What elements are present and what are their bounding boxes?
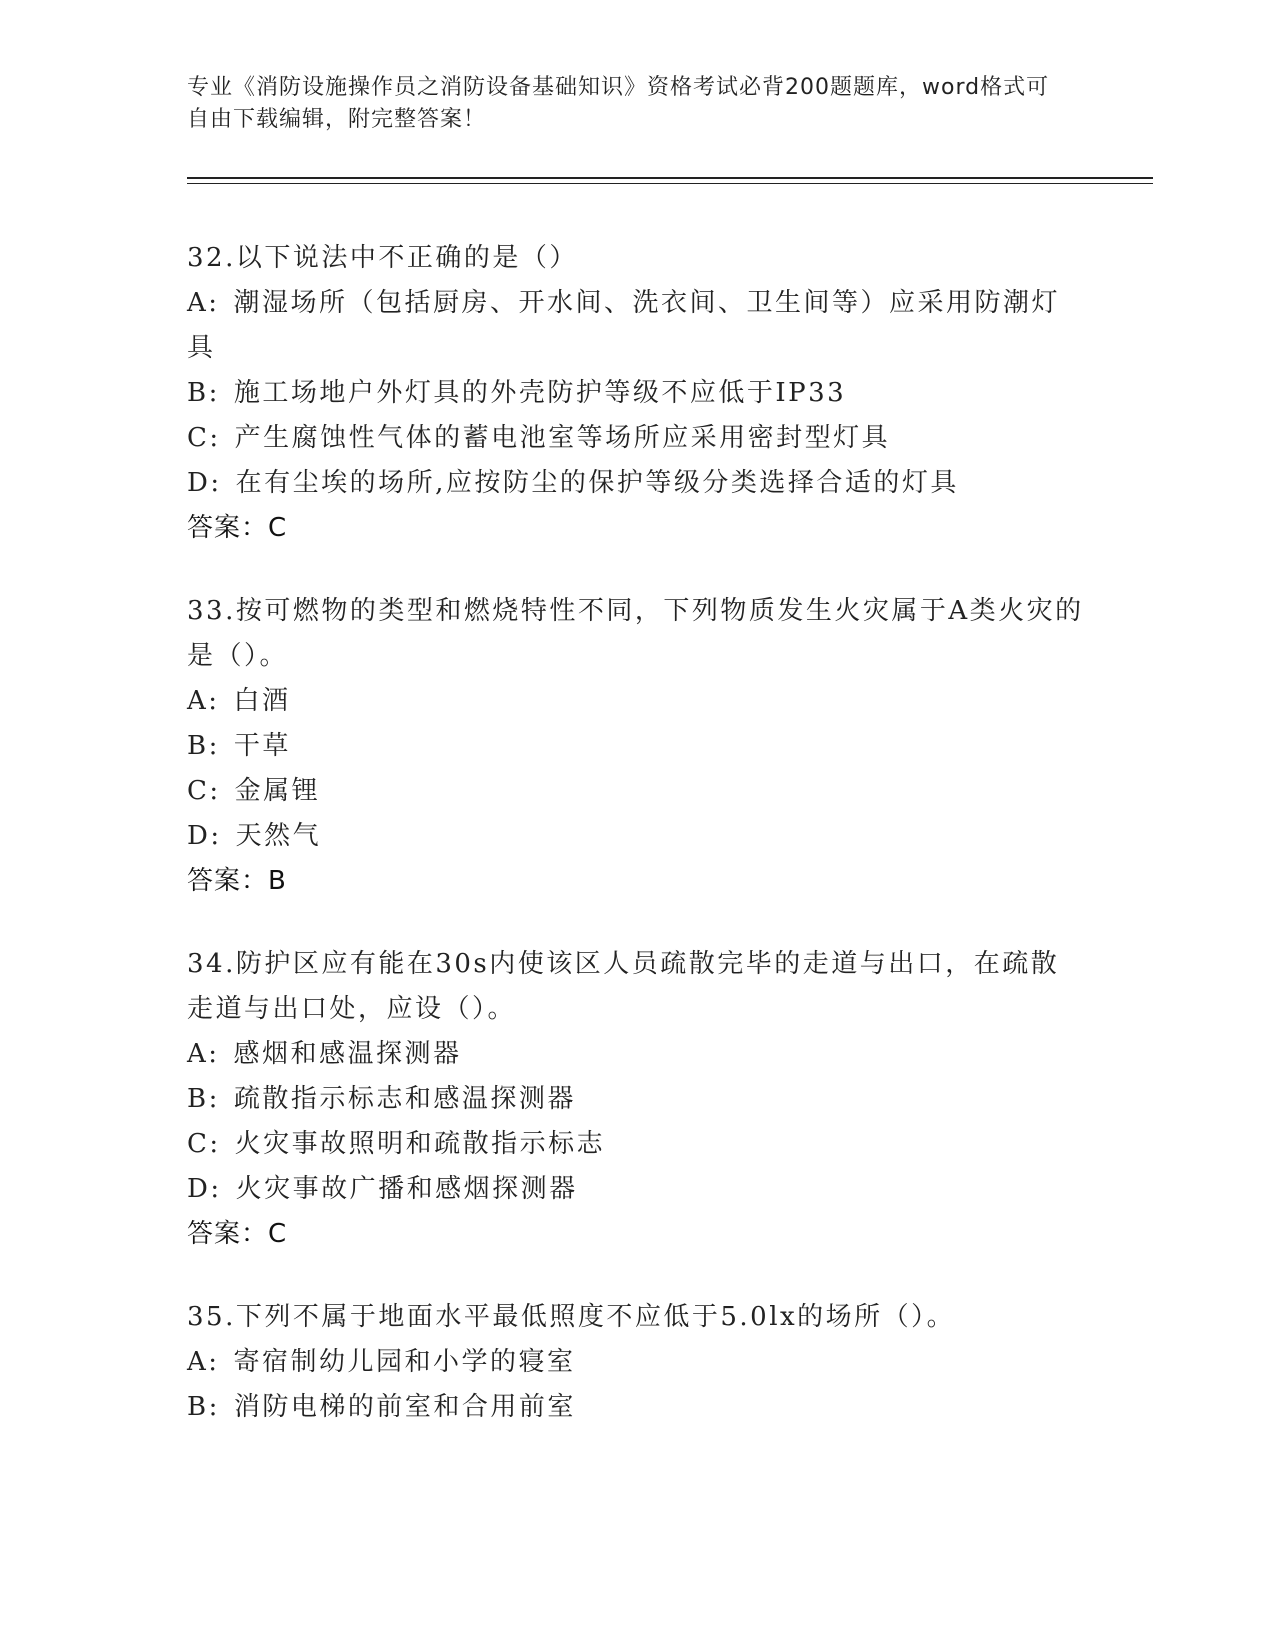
option-b (187, 371, 1087, 416)
option-text: 火灾事故广播和感烟探测器 (235, 1174, 578, 1204)
answer-line: 答案：B (187, 866, 287, 896)
option-text: 施工场地户外灯具的外壳防护等级不应低于IP33 (233, 378, 847, 408)
question-list (187, 236, 1087, 1468)
option-letter: C: (187, 1129, 221, 1159)
option-letter: A: (187, 686, 220, 716)
option-letter: C: (187, 423, 221, 453)
question-stem: 35.下列不属于地面水平最低照度不应低于5.0lx的场所（）。 (187, 1302, 956, 1332)
option-text: 寄宿制幼儿园和小学的寝室 (233, 1347, 576, 1377)
question-35 (187, 1295, 1087, 1430)
option-text: 消防电梯的前室和合用前室 (233, 1392, 576, 1422)
option-letter: B: (187, 731, 220, 761)
option-b (187, 1385, 1087, 1430)
option-text: 潮湿场所（包括厨房、开水间、洗衣间、卫生间等）应采用防潮灯具 (187, 288, 1061, 363)
option-a (187, 679, 1087, 724)
question-33 (187, 589, 1087, 904)
option-letter: A: (187, 288, 220, 318)
header-divider-thick (187, 177, 1153, 179)
option-letter: B: (187, 1392, 220, 1422)
option-d (187, 461, 1087, 506)
option-d (187, 814, 1087, 859)
option-text: 白酒 (233, 686, 291, 716)
question-stem: 33.按可燃物的类型和燃烧特性不同，下列物质发生火灾属于A类火灾的是（）。 (187, 596, 1084, 671)
option-text: 金属锂 (234, 776, 321, 806)
option-text: 干草 (233, 731, 291, 761)
option-letter: A: (187, 1039, 220, 1069)
document-header: 专业《消防设施操作员之消防设备基础知识》资格考试必背200题题库，word格式可自由下载编辑，附完整答案！ (187, 75, 1050, 132)
question-stem: 34.防护区应有能在30s内使该区人员疏散完毕的走道与出口，在疏散走道与出口处，应设（）。 (187, 949, 1060, 1024)
answer-line: 答案：C (187, 1219, 288, 1249)
option-b (187, 724, 1087, 769)
answer-line: 答案：C (187, 513, 288, 543)
option-letter: D: (187, 1174, 222, 1204)
option-letter: C: (187, 776, 221, 806)
question-34 (187, 942, 1087, 1257)
header-divider-thin (187, 183, 1153, 184)
option-a (187, 281, 1087, 371)
option-text: 产生腐蚀性气体的蓄电池室等场所应采用密封型灯具 (234, 423, 891, 453)
option-letter: D: (187, 821, 222, 851)
option-text: 在有尘埃的场所,应按防尘的保护等级分类选择合适的灯具 (235, 468, 959, 498)
option-text: 火灾事故照明和疏散指示标志 (234, 1129, 606, 1159)
question-stem: 32.以下说法中不正确的是（） (187, 243, 578, 273)
option-letter: B: (187, 1084, 220, 1114)
option-c (187, 416, 1087, 461)
option-letter: D: (187, 468, 222, 498)
option-a (187, 1340, 1087, 1385)
question-32 (187, 236, 1087, 551)
option-letter: A: (187, 1347, 220, 1377)
option-letter: B: (187, 378, 220, 408)
option-text: 疏散指示标志和感温探测器 (233, 1084, 576, 1114)
option-d (187, 1167, 1087, 1212)
option-b (187, 1077, 1087, 1122)
option-c (187, 769, 1087, 814)
option-c (187, 1122, 1087, 1167)
option-text: 天然气 (235, 821, 322, 851)
option-text: 感烟和感温探测器 (233, 1039, 462, 1069)
option-a (187, 1032, 1087, 1077)
